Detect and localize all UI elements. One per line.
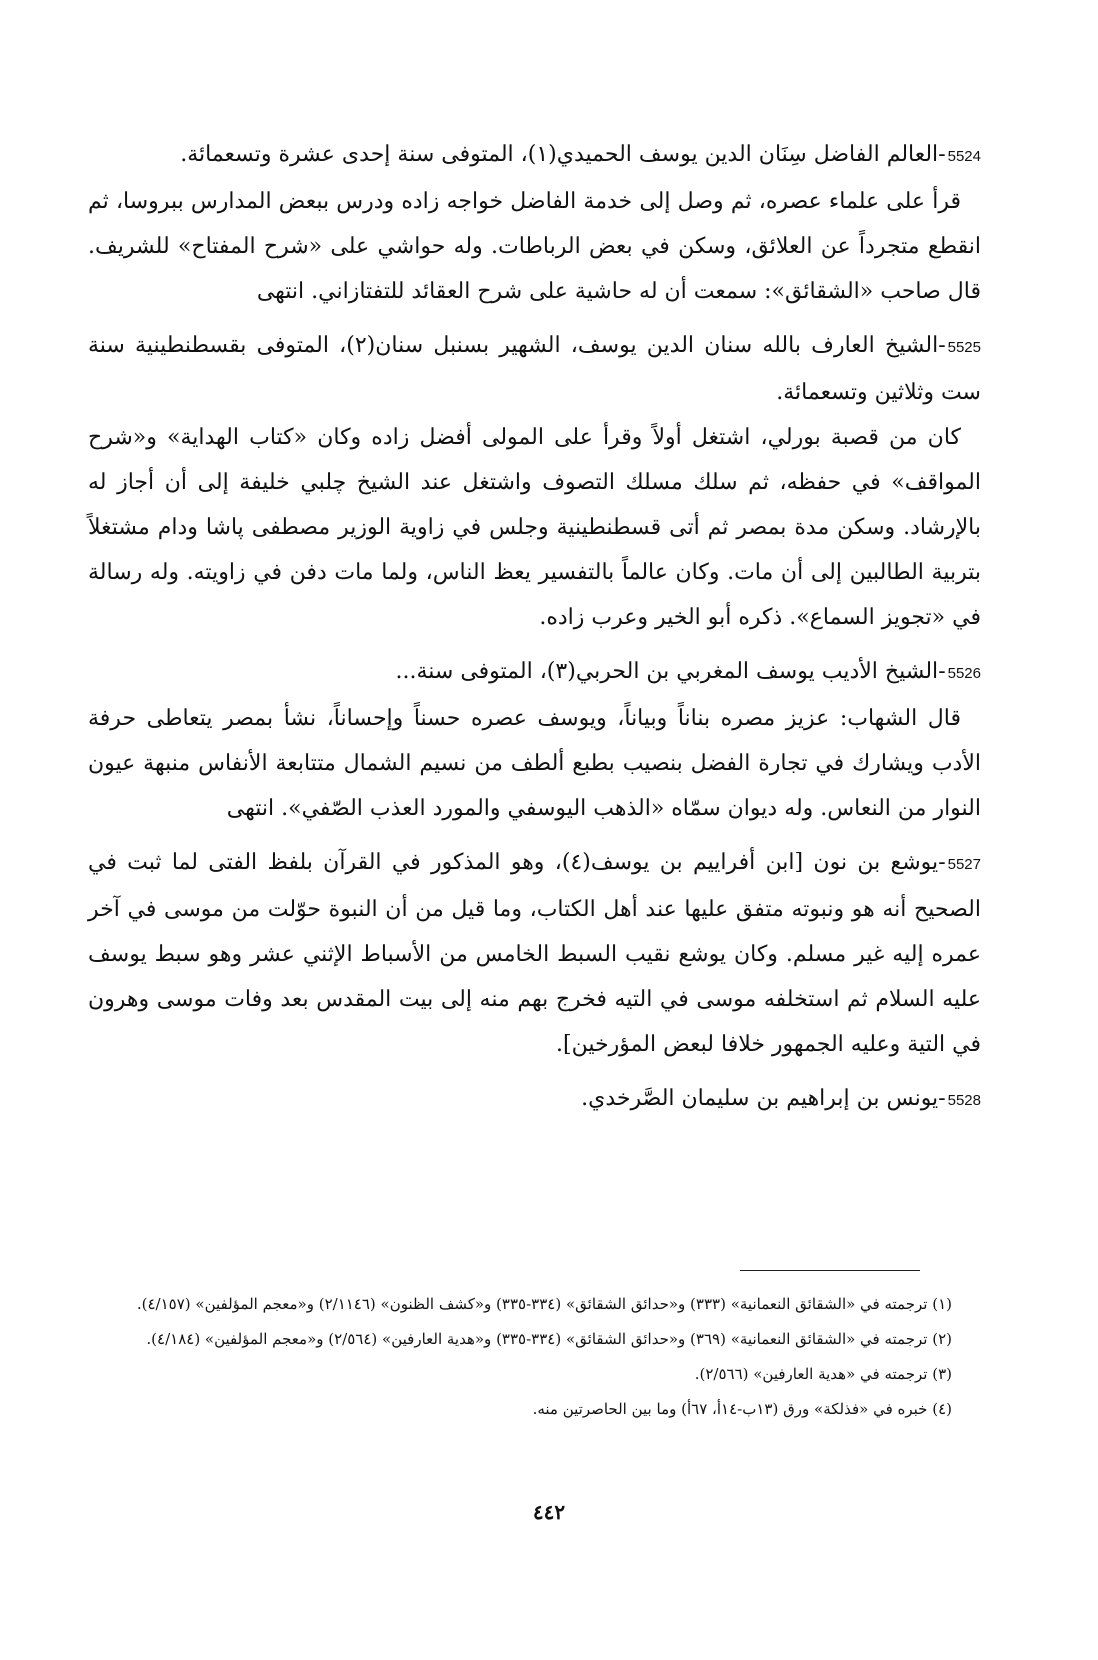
footnote-2: (٢) ترجمته في «الشقائق النعمانية» (٣٦٩) و«حدائق الشقائق» (٣٣٤-٣٣٥) و«هدية العارفين» (٢/٥٦٤) و«معجم المؤلفين» (٤/١٨٤). <box>146 1330 952 1348</box>
entry-body: كان من قصبة بورلي، اشتغل أولاً وقرأ على المولى أفضل زاده وكان «كتاب الهداية» و«شرح المواقف» في حفظه، ثم سلك مسلك التصوف واشتغل عند الشيخ چلبي خليفة إلى أن أجاز له بالإرشاد. وسكن مدة بمصر ثم أتى قسطنطينية وجلس في زاوية الوزير مصطفى پاشا ودام مشتغلاً بتربية الطالبين إلى أن مات. وكان عالماً بالتفسير يعظ الناس، ولما مات دفن في زاويته. وله رسالة في «تجويز السماع». ذكره أبو الخير وعرب زاده. <box>88 425 981 630</box>
entry-heading: 5524-العالم الفاضل سِنَان الدين يوسف الحميدي(١)، المتوفى سنة إحدى عشرة وتسعمائة. <box>180 142 981 167</box>
entry-title: الشيخ العارف بالله سنان الدين يوسف، الشهير بسنبل سنان(٢)، المتوفى بقسطنطينية سنة ست وثلاثين وتسعمائة. <box>88 333 981 405</box>
entry-number: 5524 <box>947 148 981 165</box>
entry-title: يوشع بن نون [ابن أفراييم بن يوسف(٤)، وهو المذكور في القرآن بلفظ الفتى لما ثبت في الصحيح أنه هو ونبوته متفق عليها عند أهل الكتاب، وما قيل من أن النبوة حوّلت من موسى في آخر عمره إليه غير مسلم. وكان يوشع نقيب السبط الخامس من الأسباط الإثني عشر وهو سبط يوسف عليه السلام ثم استخلفه موسى في التيه فخرج بهم منه إلى بيت المقدس بعد وفات موسى وهرون في التية وعليه الجمهور خلافا لبعض المؤرخين]. <box>88 850 981 1057</box>
entry-5525 <box>88 323 981 640</box>
entry-number: 5527 <box>947 856 981 873</box>
entry-body: قرأ على علماء عصره، ثم وصل إلى خدمة الفاضل خواجه زاده ودرس ببعض المدارس ببروسا، ثم انقطع متجرداً عن العلائق، وسكن في بعض الرباطات. وله حواشي على «شرح المفتاح» للشريف. قال صاحب «الشقائق»: سمعت أن له حاشية على شرح العقائد للتفتازاني. انتهى <box>88 189 981 304</box>
entry-title: الشيخ الأديب يوسف المغربي بن الحربي(٣)، المتوفى سنة... <box>395 659 939 684</box>
entry-5524 <box>88 132 981 314</box>
entry-number: 5528 <box>947 1092 981 1109</box>
entry-body: قال الشهاب: عزيز مصره بناناً وبياناً، ويوسف عصره حسناً وإحساناً، نشأ بمصر يتعاطى حرفة الأدب ويشارك في تجارة الفضل بنصيب بطبع ألطف من نسيم الشمال متتابعة الأنفاس منبهة عيون النوار من النعاس. وله ديوان سمّاه «الذهب اليوسفي والمورد العذب الصّفي». انتهى <box>88 706 981 821</box>
entry-5527 <box>88 840 981 1067</box>
entry-heading: 5527-يوشع بن نون [ابن أفراييم بن يوسف(٤)، وهو المذكور في القرآن بلفظ الفتى لما ثبت في الصحيح أنه هو ونبوته متفق عليها عند أهل الكتاب، وما قيل من أن النبوة حوّلت من موسى في آخر عمره إليه غير مسلم. وكان يوشع نقيب السبط الخامس من الأسباط الإثني عشر وهو سبط يوسف عليه السلام ثم استخلفه موسى في التيه فخرج بهم منه إلى بيت المقدس بعد وفات موسى وهرون في التية وعليه الجمهور خلافا لبعض المؤرخين]. <box>88 850 981 1057</box>
footnote-divider <box>740 1270 920 1271</box>
footnote-1: (١) ترجمته في «الشقائق النعمانية» (٣٣٣) و«حدائق الشقائق» (٣٣٤-٣٣٥) و«كشف الظنون» (٢/١١٤٦) و«معجم المؤلفين» (٤/١٥٧). <box>136 1295 952 1313</box>
footnote-3: (٣) ترجمته في «هدية العارفين» (٢/٥٦٦). <box>694 1365 952 1383</box>
entry-heading: 5526-الشيخ الأديب يوسف المغربي بن الحربي(٣)، المتوفى سنة... <box>395 659 981 684</box>
footnotes <box>110 1290 952 1430</box>
page-number: ٤٤٢ <box>532 1500 566 1524</box>
footnote-4: (٤) خبره في «فذلكة» ورق (١٣ب-١٤أ، ٦٧أ) وما بين الحاصرتين منه. <box>532 1400 952 1418</box>
entry-number: 5525 <box>947 339 981 356</box>
entry-heading: 5528-يونس بن إبراهيم بن سليمان الصَّرخدي. <box>581 1086 981 1111</box>
entry-title: يونس بن إبراهيم بن سليمان الصَّرخدي. <box>581 1086 939 1111</box>
entry-5526 <box>88 649 981 831</box>
entry-title: العالم الفاضل سِنَان الدين يوسف الحميدي(١)، المتوفى سنة إحدى عشرة وتسعمائة. <box>180 142 939 167</box>
main-text <box>88 132 981 1132</box>
entry-heading: 5525-الشيخ العارف بالله سنان الدين يوسف، الشهير بسنبل سنان(٢)، المتوفى بقسطنطينية سنة ست وثلاثين وتسعمائة. <box>88 333 981 405</box>
entry-5528 <box>88 1076 981 1123</box>
entry-number: 5526 <box>947 665 981 682</box>
